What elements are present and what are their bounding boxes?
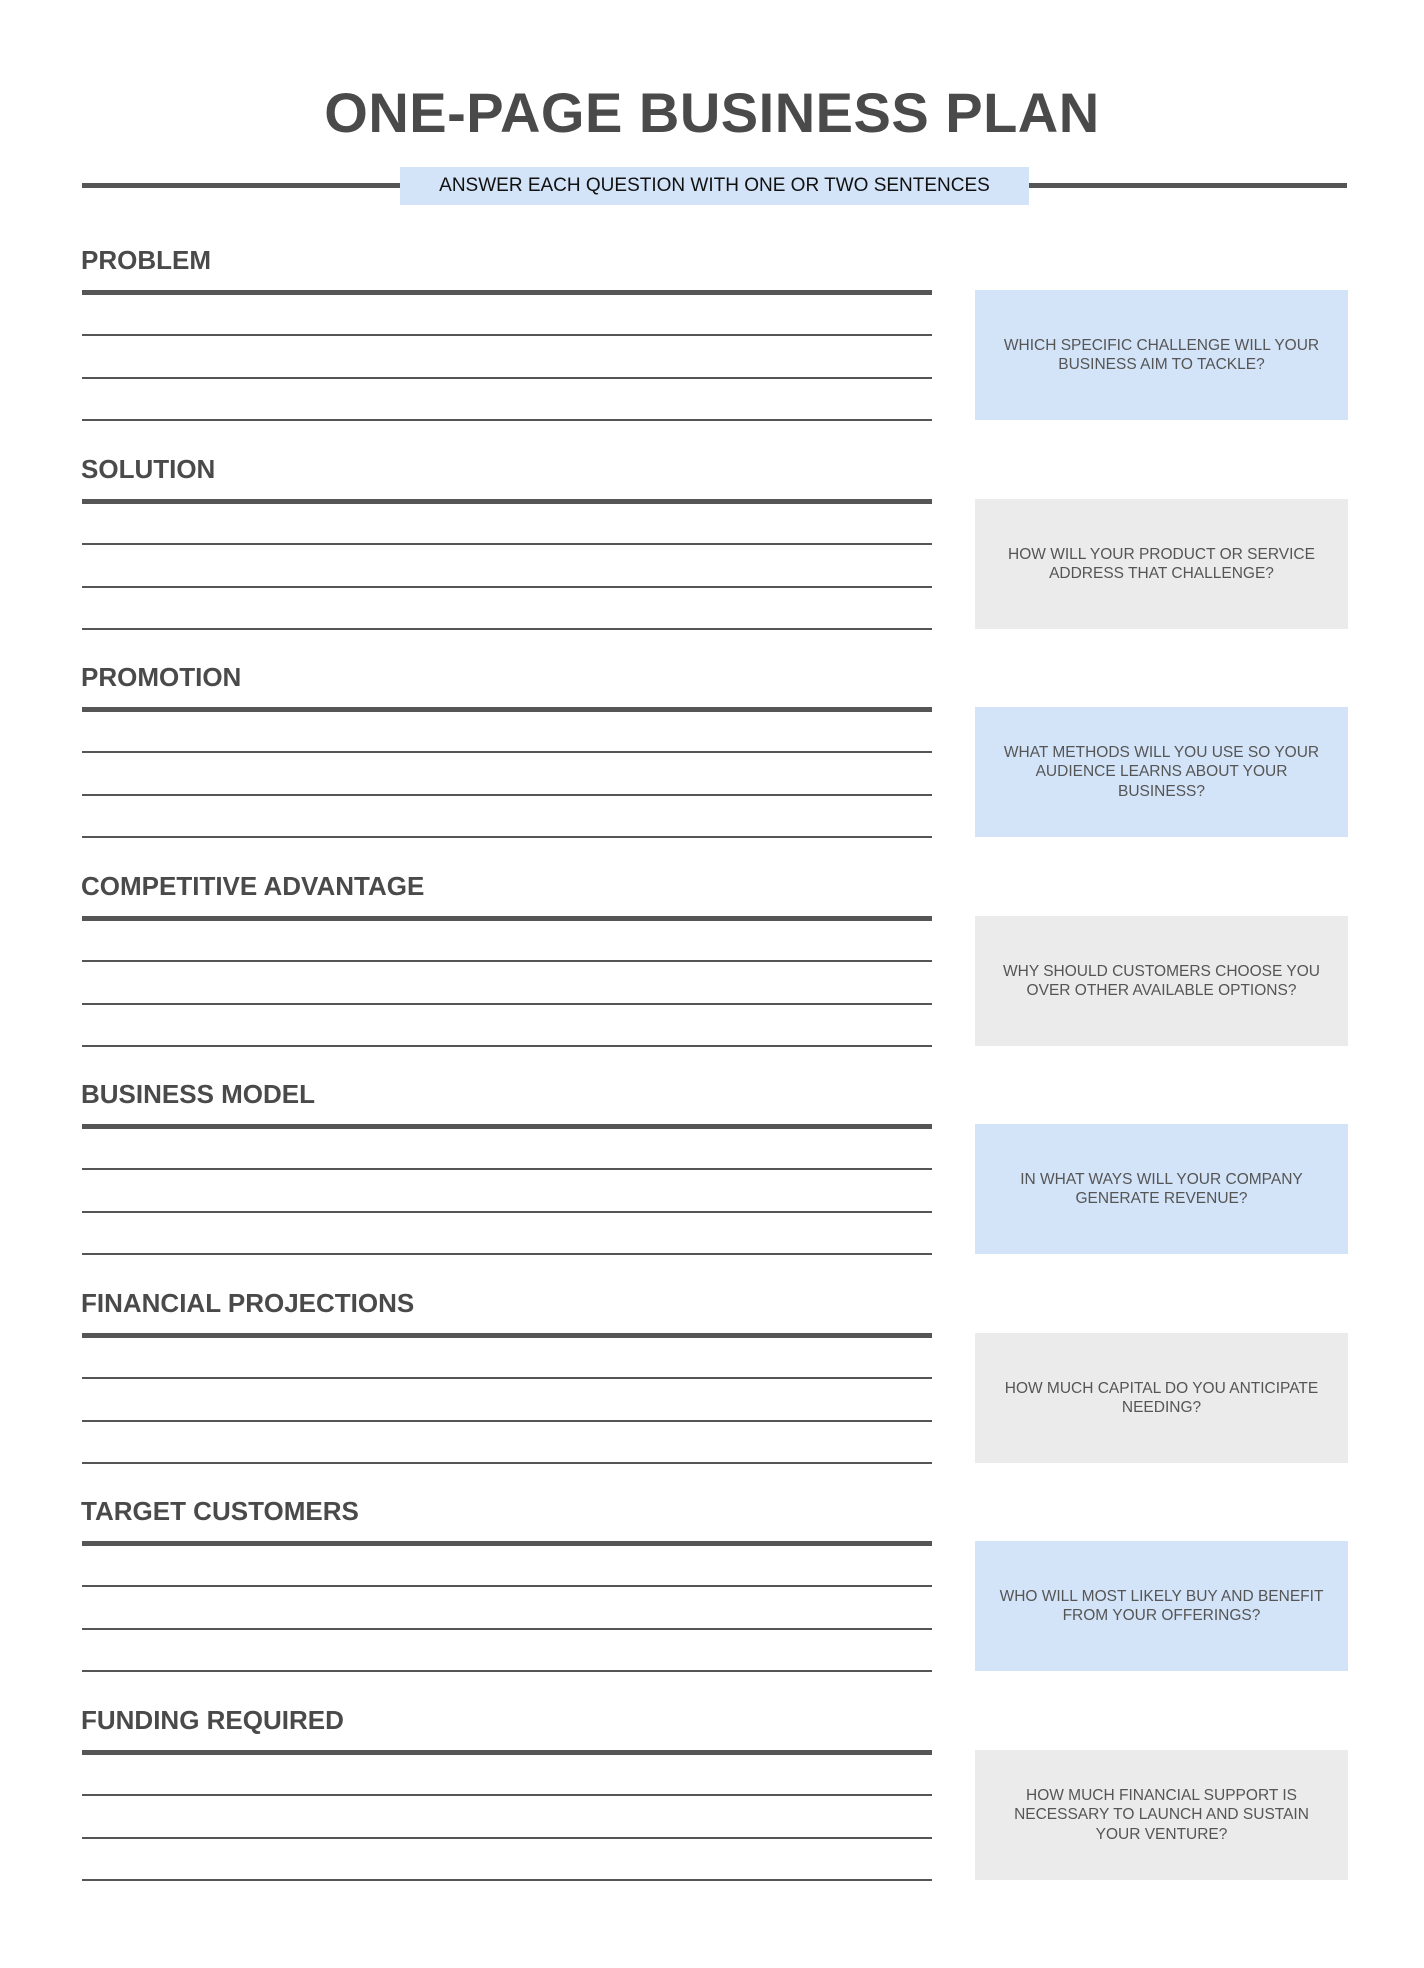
page-title: ONE-PAGE BUSINESS PLAN bbox=[324, 81, 1100, 144]
section-rule bbox=[82, 1541, 932, 1546]
section-business-model bbox=[0, 1076, 1424, 1276]
prompt-text: IN WHAT WAYS WILL YOUR COMPANY GENERATE REVENUE? bbox=[1020, 1170, 1303, 1207]
answer-line[interactable] bbox=[82, 751, 932, 753]
answer-line[interactable] bbox=[82, 960, 932, 962]
answer-line[interactable] bbox=[82, 1837, 932, 1839]
subtitle-divider-left bbox=[82, 183, 400, 188]
prompt-text: WHAT METHODS WILL YOU USE SO YOUR AUDIENCE LEARNS ABOUT YOUR BUSINESS? bbox=[1003, 743, 1320, 800]
answer-line[interactable] bbox=[82, 1045, 932, 1047]
section-label: FUNDING REQUIRED bbox=[81, 1705, 344, 1735]
answer-line[interactable] bbox=[82, 1420, 932, 1422]
section-rule bbox=[82, 1750, 932, 1755]
prompt-box bbox=[975, 1750, 1348, 1880]
prompt-text: WHO WILL MOST LIKELY BUY AND BENEFIT FROM YOUR OFFERINGS? bbox=[999, 1587, 1324, 1624]
section-funding-required bbox=[0, 1702, 1424, 1902]
prompt-text: WHY SHOULD CUSTOMERS CHOOSE YOU OVER OTHER AVAILABLE OPTIONS? bbox=[1003, 962, 1320, 999]
answer-line[interactable] bbox=[82, 1253, 932, 1255]
answer-line[interactable] bbox=[82, 836, 932, 838]
section-financial-projections bbox=[0, 1285, 1424, 1485]
section-problem bbox=[0, 242, 1424, 442]
prompt-box bbox=[975, 1333, 1348, 1463]
prompt-box bbox=[975, 1541, 1348, 1671]
prompt-box bbox=[975, 499, 1348, 629]
answer-line[interactable] bbox=[82, 1628, 932, 1630]
section-label: TARGET CUSTOMERS bbox=[81, 1496, 359, 1526]
prompt-box bbox=[975, 290, 1348, 420]
section-rule bbox=[82, 1124, 932, 1129]
answer-line[interactable] bbox=[82, 794, 932, 796]
subtitle-banner: ANSWER EACH QUESTION WITH ONE OR TWO SENTENCES bbox=[400, 167, 1029, 205]
answer-line[interactable] bbox=[82, 628, 932, 630]
prompt-box bbox=[975, 916, 1348, 1046]
answer-line[interactable] bbox=[82, 1670, 932, 1672]
section-label: PROBLEM bbox=[81, 245, 211, 275]
section-rule bbox=[82, 290, 932, 295]
section-label: FINANCIAL PROJECTIONS bbox=[81, 1288, 415, 1318]
section-rule bbox=[82, 916, 932, 921]
prompt-box bbox=[975, 1124, 1348, 1254]
section-rule bbox=[82, 707, 932, 712]
answer-line[interactable] bbox=[82, 1585, 932, 1587]
answer-line[interactable] bbox=[82, 1003, 932, 1005]
subtitle-divider-right bbox=[1029, 183, 1347, 188]
section-label: COMPETITIVE ADVANTAGE bbox=[81, 871, 425, 901]
section-rule bbox=[82, 499, 932, 504]
section-label: SOLUTION bbox=[81, 454, 216, 484]
answer-line[interactable] bbox=[82, 543, 932, 545]
answer-line[interactable] bbox=[82, 1168, 932, 1170]
prompt-text: HOW MUCH FINANCIAL SUPPORT IS NECESSARY TO LAUNCH AND SUSTAIN YOUR VENTURE? bbox=[1014, 1786, 1309, 1843]
answer-line[interactable] bbox=[82, 419, 932, 421]
answer-line[interactable] bbox=[82, 334, 932, 336]
answer-line[interactable] bbox=[82, 1211, 932, 1213]
answer-line[interactable] bbox=[82, 1879, 932, 1881]
section-solution bbox=[0, 451, 1424, 651]
answer-line[interactable] bbox=[82, 1462, 932, 1464]
answer-line[interactable] bbox=[82, 1794, 932, 1796]
section-label: PROMOTION bbox=[81, 662, 242, 692]
section-label: BUSINESS MODEL bbox=[81, 1079, 316, 1109]
answer-line[interactable] bbox=[82, 377, 932, 379]
section-promotion bbox=[0, 659, 1424, 859]
section-rule bbox=[82, 1333, 932, 1338]
prompt-text: WHICH SPECIFIC CHALLENGE WILL YOUR BUSINESS AIM TO TACKLE? bbox=[1003, 336, 1320, 373]
answer-line[interactable] bbox=[82, 1377, 932, 1379]
section-target-customers bbox=[0, 1493, 1424, 1693]
prompt-box bbox=[975, 707, 1348, 837]
prompt-text: HOW WILL YOUR PRODUCT OR SERVICE ADDRESS THAT CHALLENGE? bbox=[1008, 545, 1315, 582]
prompt-text: HOW MUCH CAPITAL DO YOU ANTICIPATE NEEDING? bbox=[1004, 1379, 1319, 1416]
section-competitive-advantage bbox=[0, 868, 1424, 1068]
answer-line[interactable] bbox=[82, 586, 932, 588]
